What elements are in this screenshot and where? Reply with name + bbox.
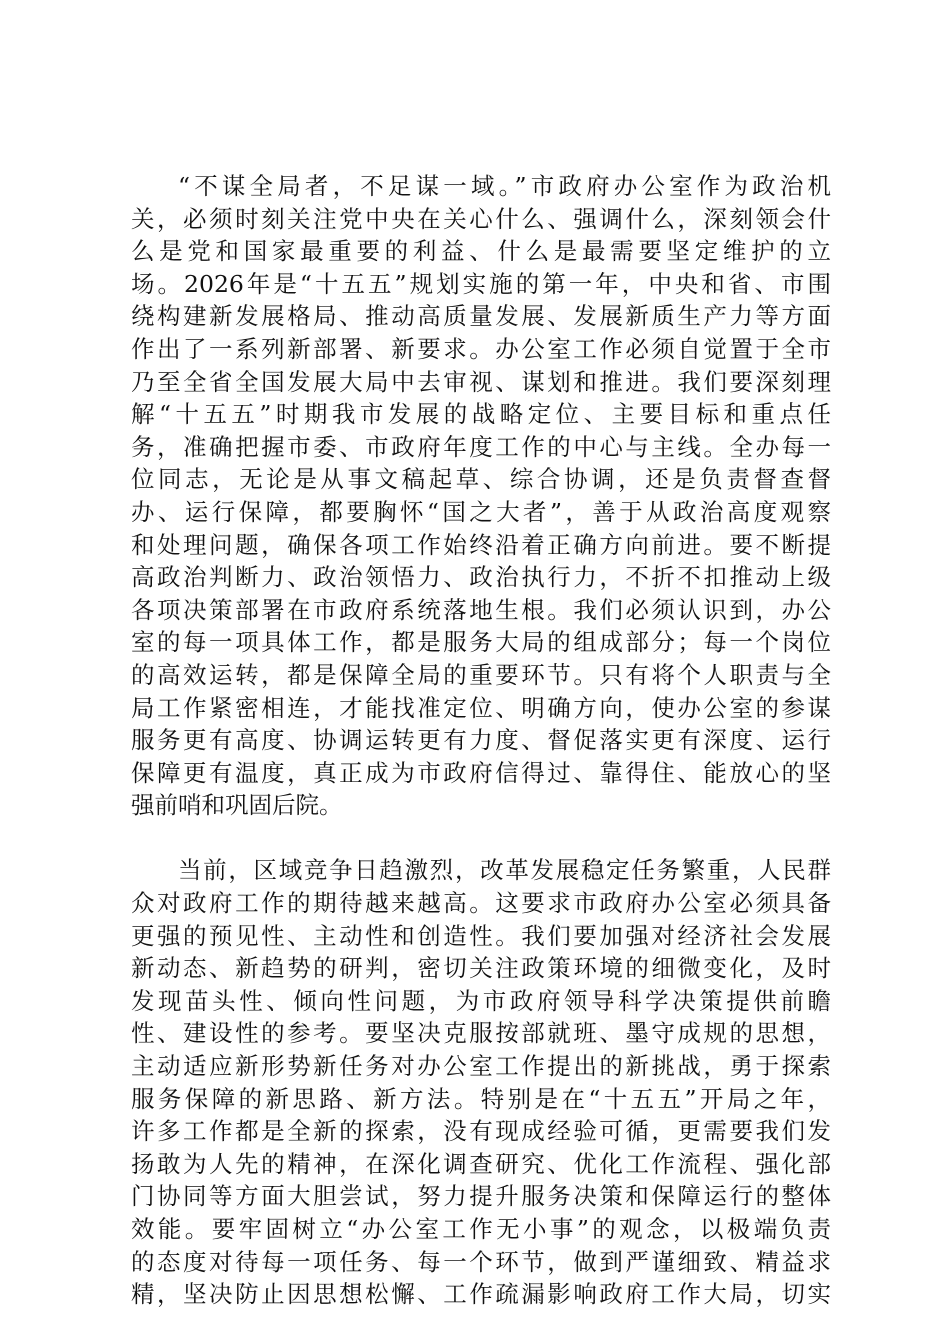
text-line: 场。2026年是“十五五”规划实施的第一年，中央和省、市围 — [131, 269, 831, 298]
paragraph — [131, 854, 831, 1310]
text-line: 扬敢为人先的精神，在深化调查研究、优化工作流程、强化部 — [131, 1149, 831, 1178]
document-body — [131, 170, 831, 1311]
text-line: 局工作紧密相连，才能找准定位、明确方向，使办公室的参谋 — [131, 693, 831, 722]
text-line: 办、运行保障，都要胸怀“国之大者”，善于从政治高度观察 — [131, 497, 831, 526]
text-line: 服务保障的新思路、新方法。特别是在“十五五”开局之年， — [131, 1084, 831, 1113]
paragraph — [131, 170, 831, 822]
text-line: 精，坚决防止因思想松懈、工作疏漏影响政府工作大局，切实 — [131, 1280, 831, 1309]
text-line: 解“十五五”时期我市发展的战略定位、主要目标和重点任 — [131, 400, 831, 429]
text-line: 的高效运转，都是保障全局的重要环节。只有将个人职责与全 — [131, 660, 831, 689]
text-line: “不谋全局者，不足谋一域。”市政府办公室作为政治机 — [178, 172, 831, 200]
text-line: 室的每一项具体工作，都是服务大局的组成部分；每一个岗位 — [131, 628, 831, 657]
text-line: 绕构建新发展格局、推动高质量发展、发展新质生产力等方面 — [131, 302, 831, 331]
text-line: 服务更有高度、协调运转更有力度、督促落实更有深度、运行 — [131, 726, 831, 755]
text-line: 高政治判断力、政治领悟力、政治执行力，不折不扣推动上级 — [131, 563, 831, 592]
text-line: 效能。要牢固树立“办公室工作无小事”的观念，以极端负责 — [131, 1215, 831, 1243]
text-line: 当前，区域竞争日趋激烈，改革发展稳定任务繁重，人民群 — [178, 856, 831, 885]
text-line: 关，必须时刻关注党中央在关心什么、强调什么，深刻领会什 — [131, 204, 831, 233]
text-line: 性、建设性的参考。要坚决克服按部就班、墨守成规的思想， — [131, 1019, 831, 1048]
text-line: 的态度对待每一项任务、每一个环节，做到严谨细致、精益求 — [131, 1247, 831, 1276]
text-line: 作出了一系列新部署、新要求。办公室工作必须自觉置于全市 — [131, 334, 831, 363]
text-line: 许多工作都是全新的探索，没有现成经验可循，更需要我们发 — [131, 1117, 831, 1146]
text-line: 门协同等方面大胆尝试，努力提升服务决策和保障运行的整体 — [131, 1182, 831, 1211]
text-line: 务，准确把握市委、市政府年度工作的中心与主线。全办每一 — [131, 432, 831, 461]
text-line: 主动适应新形势新任务对办公室工作提出的新挑战，勇于探索 — [131, 1052, 831, 1081]
text-line: 发现苗头性、倾向性问题，为市政府领导科学决策提供前瞻 — [131, 986, 831, 1015]
text-line: 新动态、新趋势的研判，密切关注政策环境的细微变化，及时 — [131, 954, 831, 983]
text-line: 和处理问题，确保各项工作始终沿着正确方向前进。要不断提 — [131, 530, 831, 559]
paragraph-gap — [131, 822, 831, 855]
text-line: 乃至全省全国发展大局中去审视、谋划和推进。我们要深刻理 — [131, 367, 831, 396]
text-line: 更强的预见性、主动性和创造性。我们要加强对经济社会发展 — [131, 921, 831, 950]
text-line: 保障更有温度，真正成为市政府信得过、靠得住、能放心的坚 — [131, 758, 831, 787]
text-line: 么是党和国家最重要的利益、什么是最需要坚定维护的立 — [131, 237, 831, 266]
text-line: 众对政府工作的期待越来越高。这要求市政府办公室必须具备 — [131, 889, 831, 918]
text-line: 位同志，无论是从事文稿起草、综合协调，还是负责督查督 — [131, 465, 831, 494]
text-line: 各项决策部署在市政府系统落地生根。我们必须认识到，办公 — [131, 595, 831, 624]
text-line: 强前哨和巩固后院。 — [131, 791, 343, 820]
